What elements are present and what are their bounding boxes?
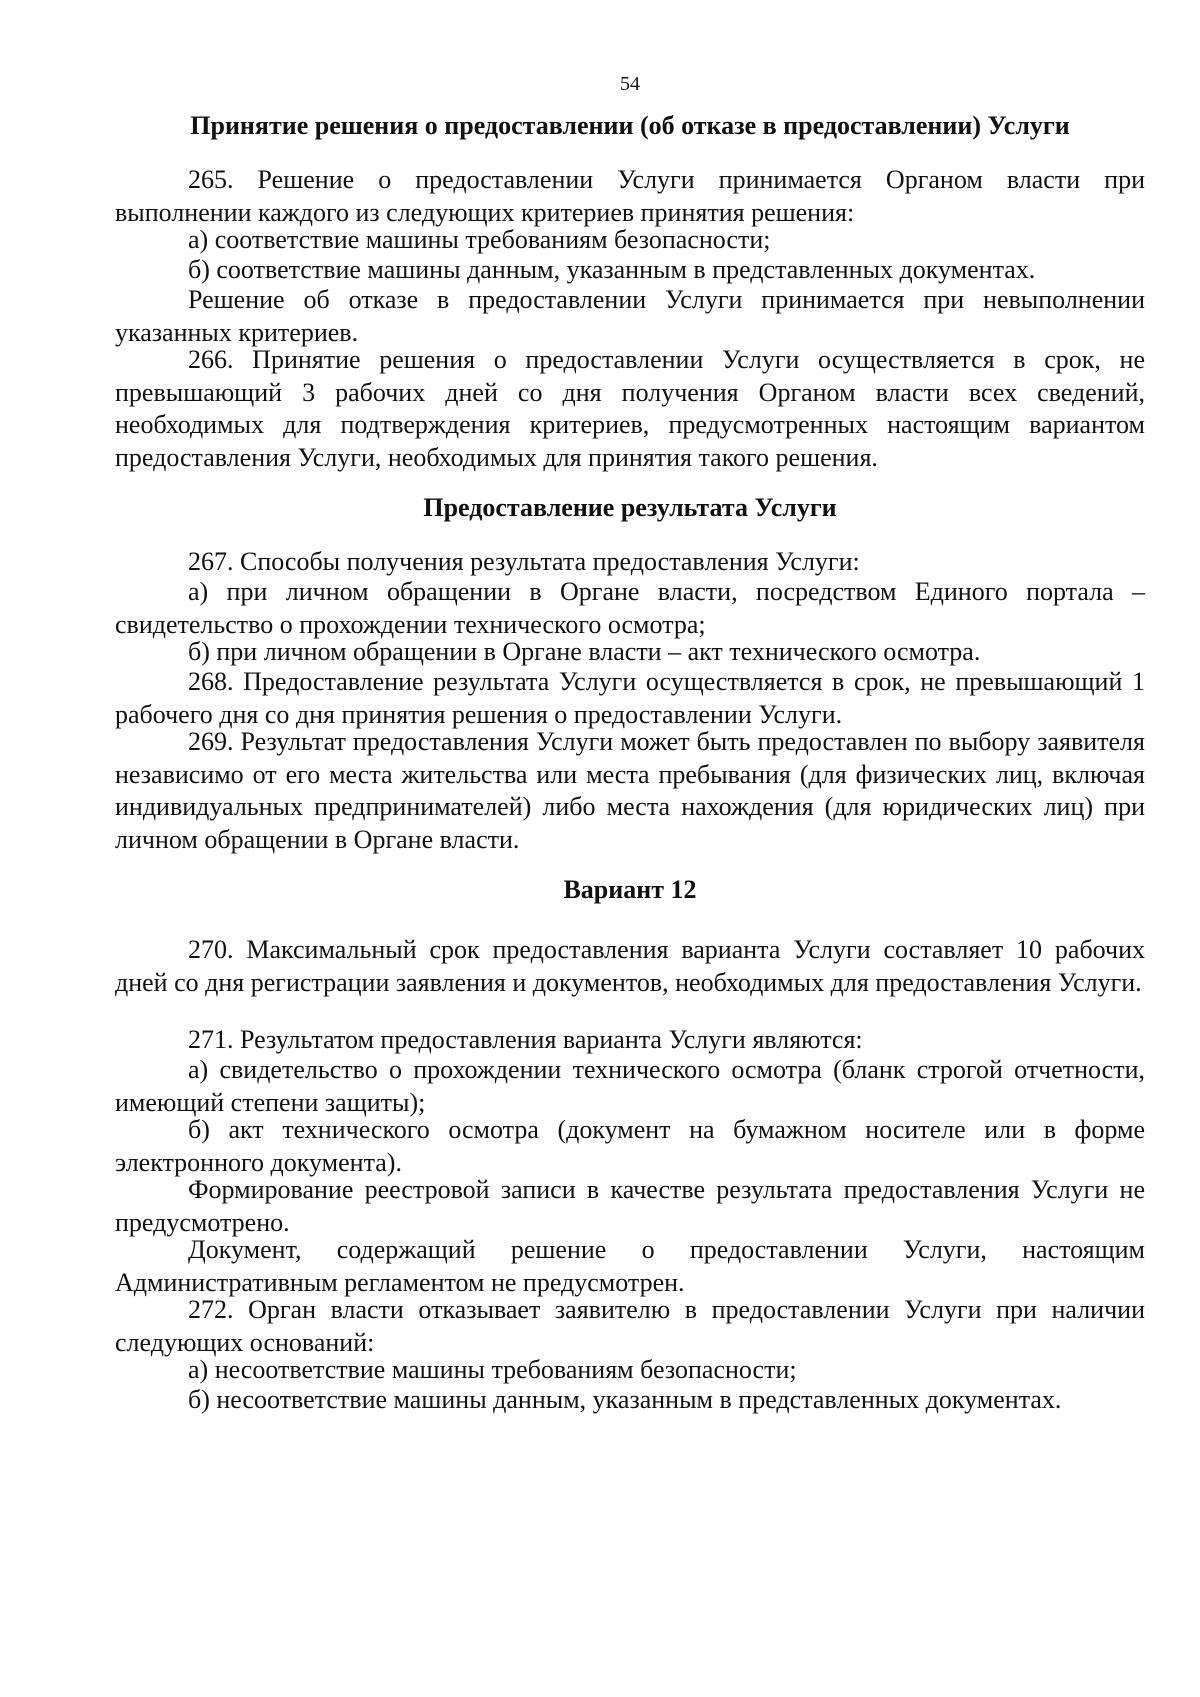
page-number: 54 <box>620 73 640 95</box>
paragraph-272: 272. Орган власти отказывает заявителю в предоставлении Услуги при наличии следующих оснований: <box>115 1295 1145 1357</box>
paragraph-refusal: Решение об отказе в предоставлении Услуги принимается при невыполнении указанных критериев. <box>115 285 1145 347</box>
paragraph-267-a: а) при личном обращении в Органе власти, посредством Единого портала – свидетельство о прохождении технического осмотра; <box>115 577 1145 639</box>
paragraph-269: 269. Результат предоставления Услуги может быть предоставлен по выбору заявителя независимо от его места жительства или места пребывания (для физических лиц, включая индивидуальных предпринимателей) либо места нахождения (для юридических лиц) при личном обращении в Органе власти. <box>115 727 1145 854</box>
paragraph-267: 267. Способы получения результата предоставления Услуги: <box>188 547 860 576</box>
section-heading-result: Предоставление результата Услуги <box>423 493 837 522</box>
paragraph-267-b: б) при личном обращении в Органе власти – акт технического осмотра. <box>188 637 981 666</box>
paragraph-registry-record: Формирование реестровой записи в качестве результата предоставления Услуги не предусмотрено. <box>115 1175 1145 1237</box>
paragraph-271: 271. Результатом предоставления варианта Услуги являются: <box>188 1025 863 1054</box>
paragraph-270: 270. Максимальный срок предоставления варианта Услуги составляет 10 рабочих дней со дня регистрации заявления и документов, необходимых для предоставления Услуги. <box>115 935 1145 997</box>
paragraph-265: 265. Решение о предоставлении Услуги принимается Органом власти при выполнении каждого из следующих критериев принятия решения: <box>115 165 1145 227</box>
paragraph-265-a: а) соответствие машины требованиям безопасности; <box>188 225 771 254</box>
paragraph-268: 268. Предоставление результата Услуги осуществляется в срок, не превышающий 1 рабочего дня со дня принятия решения о предоставлении Услуги. <box>115 667 1145 729</box>
paragraph-265-b: б) соответствие машины данным, указанным в представленных документах. <box>188 255 1036 284</box>
paragraph-271-b: б) акт технического осмотра (документ на бумажном носителе или в форме электронного документа). <box>115 1115 1145 1177</box>
paragraph-272-a: а) несоответствие машины требованиям безопасности; <box>188 1355 797 1384</box>
section-heading-variant: Вариант 12 <box>563 875 697 904</box>
section-heading-decision: Принятие решения о предоставлении (об отказе в предоставлении) Услуги <box>190 111 1070 140</box>
paragraph-271-a: а) свидетельство о прохождении технического осмотра (бланк строгой отчетности, имеющий степени защиты); <box>115 1055 1145 1117</box>
paragraph-272-b: б) несоответствие машины данным, указанным в представленных документах. <box>188 1385 1062 1414</box>
paragraph-266: 266. Принятие решения о предоставлении Услуги осуществляется в срок, не превышающий 3 рабочих дней со дня получения Органом власти всех сведений, необходимых для подтверждения критериев, предусмотренных настоящим вариантом предоставления Услуги, необходимых для принятия такого решения. <box>115 345 1145 472</box>
paragraph-decision-document: Документ, содержащий решение о предоставлении Услуги, настоящим Административным регламентом не предусмотрен. <box>115 1235 1145 1297</box>
